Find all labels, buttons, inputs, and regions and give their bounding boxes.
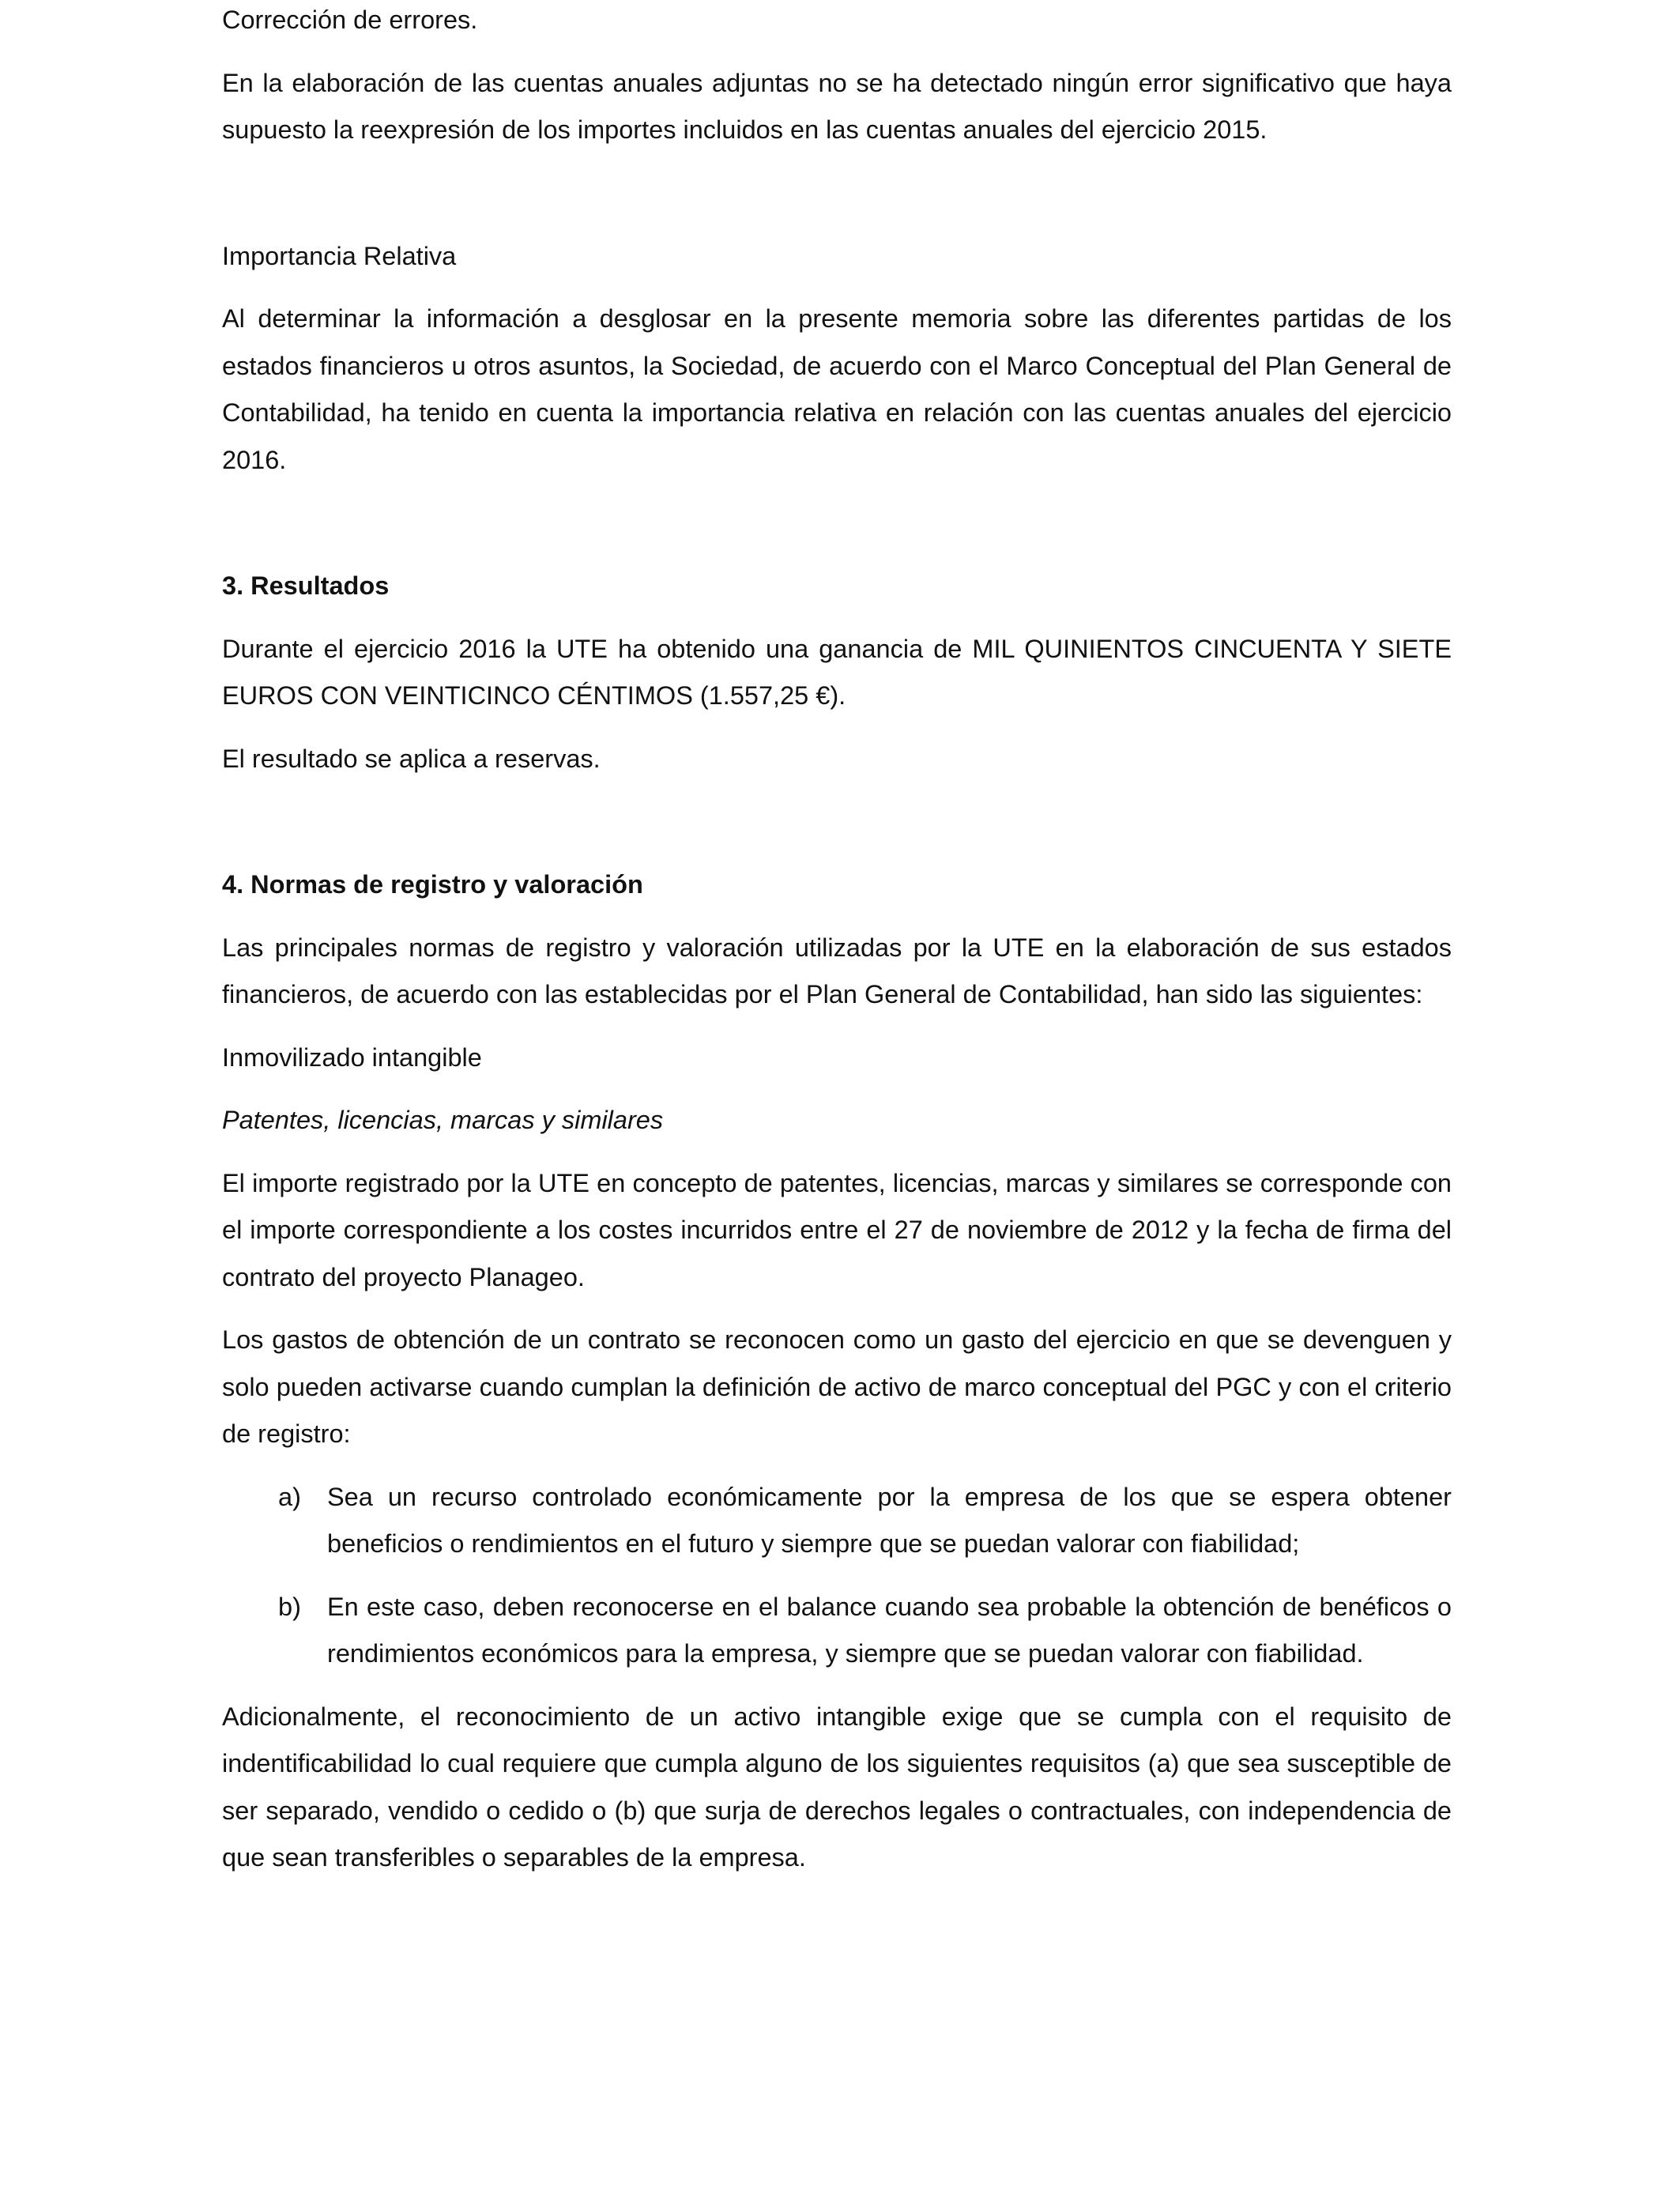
list-text-b: En este caso, deben reconocerse en el balance cuando sea probable la obtención de benéficos o rendimientos económicos para la empresa, y siempre que se puedan valorar con fiabilidad. <box>327 1592 1452 1668</box>
correccion-heading: Corrección de errores. <box>222 6 478 34</box>
document-page <box>222 0 1452 1882</box>
correccion-body: En la elaboración de las cuentas anuales adjuntas no se ha detectado ningún error significativo que haya supuesto la reexpresión de los importes incluidos en las cuentas anuales del ejercicio 2015. <box>222 68 1452 144</box>
resultados-body: Durante el ejercicio 2016 la UTE ha obtenido una ganancia de MIL QUINIENTOS CINCUENTA Y SIETE EUROS CON VEINTICINCO CÉNTIMOS (1.557,25 €). <box>222 634 1452 710</box>
importancia-heading: Importancia Relativa <box>222 241 457 270</box>
importancia-body: Al determinar la información a desglosar en la presente memoria sobre las diferentes partidas de los estados financieros u otros asuntos, la Sociedad, de acuerdo con el Marco Conceptual del Plan General de Contabilidad, ha tenido en cuenta la importancia relativa en relación con las cuentas anuales del ejercicio 2016. <box>222 304 1452 474</box>
patentes-heading: Patentes, licencias, marcas y similares <box>222 1106 664 1134</box>
normas-heading: 4. Normas de registro y valoración <box>222 870 643 899</box>
list-marker-b: b) <box>278 1592 301 1621</box>
patentes-para2: Los gastos de obtención de un contrato se reconocen como un gasto del ejercicio en que se devenguen y solo pueden activarse cuando cumplan la definición de activo de marco conceptual del PGC y con el criterio de registro: <box>222 1325 1452 1448</box>
resultados-aplicacion: El resultado se aplica a reservas. <box>222 744 601 773</box>
patentes-para3: Adicionalmente, el reconocimiento de un activo intangible exige que se cumpla con el requisito de indentificabilidad lo cual requiere que cumpla alguno de los siguientes requisitos (a) que sea susceptible de ser separado, vendido o cedido o (b) que surja de derechos legales o contractuales, con independencia de que sean transferibles o separables de la empresa. <box>222 1702 1452 1872</box>
resultados-heading: 3. Resultados <box>222 571 390 600</box>
inmovilizado-heading: Inmovilizado intangible <box>222 1042 482 1072</box>
normas-intro: Las principales normas de registro y valoración utilizadas por la UTE en la elaboración de sus estados financieros, de acuerdo con las establecidas por el Plan General de Contabilidad, han sido las siguientes: <box>222 933 1452 1008</box>
list-text-a: Sea un recurso controlado económicamente por la empresa de los que se espera obtener beneficios o rendimientos en el futuro y siempre que se puedan valorar con fiabilidad; <box>327 1482 1452 1558</box>
list-item-b <box>222 1584 1452 1678</box>
list-item-a <box>222 1474 1452 1568</box>
list-marker-a: a) <box>278 1482 301 1511</box>
patentes-para1: El importe registrado por la UTE en concepto de patentes, licencias, marcas y similares se corresponde con el importe correspondiente a los costes incurridos entre el 27 de noviembre de 2012 y la fecha de firma del contrato del proyecto Planageo. <box>222 1168 1452 1291</box>
